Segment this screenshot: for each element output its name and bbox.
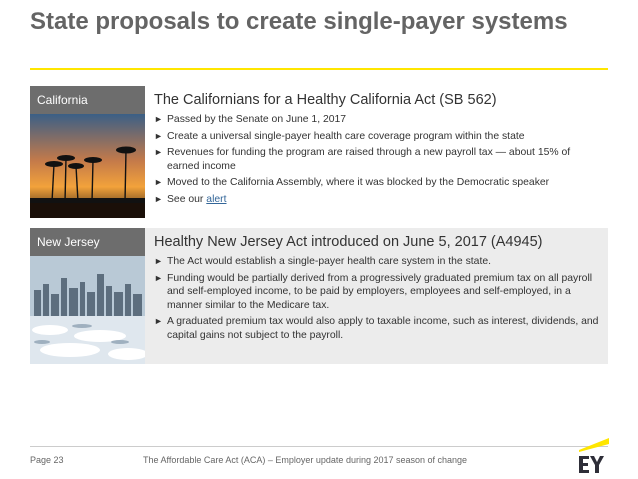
city-skyline-image	[30, 256, 145, 364]
california-content	[154, 90, 602, 210]
triangle-right-icon: ►	[154, 193, 163, 204]
california-bullet-list	[154, 113, 602, 207]
title-underline	[30, 68, 608, 70]
california-heading: The Californians for a Healthy California Act (SB 562)	[154, 92, 497, 108]
list-item	[154, 193, 602, 207]
triangle-right-icon: ►	[154, 316, 163, 327]
list-item: ► Moved to the California Assembly, where it was blocked by the Democratic speaker	[154, 177, 550, 189]
triangle-right-icon: ►	[154, 114, 163, 124]
palm-sunset-image	[30, 114, 145, 218]
list-item: ► The Act would establish a single-payer health care system in the state.	[154, 256, 492, 267]
list-item: ► Passed by the Senate on June 1, 2017	[154, 114, 347, 125]
california-sidebar	[30, 86, 145, 218]
new-jersey-sidebar	[30, 228, 145, 364]
ey-logo-icon	[575, 436, 611, 474]
triangle-right-icon: ►	[154, 256, 163, 266]
list-item: ► Revenues for funding the program are raised through a new payroll tax — about 15% of earned income	[154, 147, 571, 172]
list-item: ► Create a universal single-payer health care coverage program within the state	[154, 130, 525, 142]
list-item: ► A graduated premium tax would also apply to taxable income, such as interest, dividends, and capital gains not subject to the payroll.	[154, 316, 599, 341]
california-label: California	[30, 86, 145, 114]
see-our-text: See our	[167, 193, 204, 205]
footer-text: The Affordable Care Act (ACA) – Employer update during 2017 season of change	[143, 455, 468, 465]
page-number: Page 23	[30, 455, 64, 465]
new-jersey-heading: Healthy New Jersey Act introduced on June 5, 2017 (A4945)	[154, 234, 543, 250]
triangle-right-icon: ►	[154, 130, 163, 141]
footer-divider	[30, 446, 608, 447]
new-jersey-content	[154, 232, 602, 346]
triangle-right-icon: ►	[154, 272, 163, 283]
slide-title: State proposals to create single-payer systems	[30, 8, 568, 35]
alert-link[interactable]: alert	[206, 193, 227, 205]
new-jersey-bullet-list	[154, 255, 602, 343]
new-jersey-panel	[30, 228, 608, 364]
triangle-right-icon: ►	[154, 147, 163, 158]
new-jersey-label: New Jersey	[30, 228, 145, 256]
california-panel	[30, 86, 608, 218]
triangle-right-icon: ►	[154, 177, 163, 188]
list-item: ► Funding would be partially derived from a progressively graduated premium tax on all payroll and self-employed income, to be paid by employers, employees and self-employed, in a manner similar to the Medicare tax.	[154, 272, 593, 311]
